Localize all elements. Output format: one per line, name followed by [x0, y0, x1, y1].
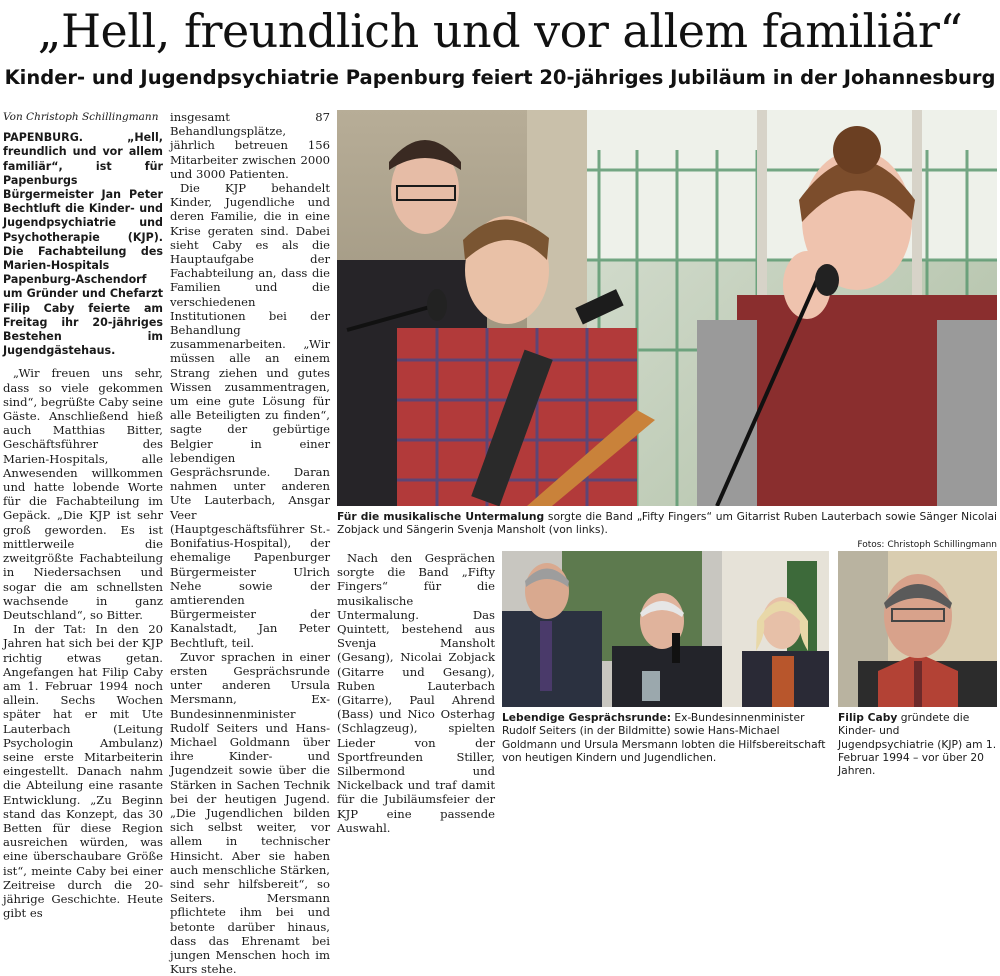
article-column-3: [337, 551, 495, 835]
byline: Von Christoph Schillingmann: [3, 111, 159, 123]
paragraph: Zuvor sprachen in einer ersten Gesprächsrunde unter anderen Ursula Mersmann, Ex-Bundesinnenminister Rudolf Seiters und Hans-Michael Goldmann über ihre Kinder- und Jugendzeit sowie über die Stärken in Sachen Technik bei der heutigen Jugend. „Die Jugendlichen bilden sich selbst weiter, vor allem in technischer Hinsicht. Aber sie haben auch menschliche Stärken, sind sehr hilfsbereit“, so Seiters. Mersmann pflichtete ihm bei und betonte darüber hinaus, dass das Ehrenamt bei jungen Menschen hoch im Kurs stehe.: [170, 649, 330, 976]
band-photo-image: [337, 110, 997, 506]
caption-text: Ex-Bundesinnenminister Rudolf Seiters (in der Bildmitte) sowie Hans-Michael Goldmann und Ursula Mersmann lobten die Hilfsbereitschaft von heutigen Kindern und Jugendlichen.: [502, 711, 826, 764]
subheadline: Kinder- und Jugendpsychiatrie Papenburg feiert 20-jähriges Jubiläum in der Johannesburg: [4, 66, 996, 89]
paragraph: In der Tat: In den 20 Jahren hat sich bei der KJP richtig etwas getan. Angefangen hat Filip Caby am 1. Februar 1994 noch allein. Sechs Wochen später hat er mit Ute Lauterbach (Leitung Psychologin Ambulanz) seine erste Mitarbeiterin eingestellt. Danach nahm die Abteilung eine rasante Entwicklung. „Zu Beginn stand das Konzept, das 30 Betten für diese Region ausreichen würden, was eine überschaubare Größe ist“, meinte Caby bei einer Zeitreise durch die 20-jährige Geschichte. Heute gibt es: [3, 622, 163, 921]
headline: „Hell, freundlich und vor allem familiär“: [37, 4, 963, 58]
main-photo-caption: [337, 510, 997, 537]
panel-discussion-image: [502, 551, 829, 707]
portrait-image: [838, 551, 997, 707]
panel-photo-caption: [502, 711, 829, 764]
band-photo: [337, 110, 997, 506]
paragraph: „Wir freuen uns sehr, dass so viele gekommen sind“, begrüßte Caby seine Gäste. Anschließend hieß auch Matthias Bitter, Geschäftsführer des Marien-Hospitals, alle Anwesenden willkommen und hatte lobende Worte für die Fachabteilung im Gepäck. „Die KJP ist sehr groß geworden. Es ist mittlerweile die zweitgrößte Fachabteilung in Niedersachsen und sogar die am schnellsten wachsende in ganz Deutschland“, so Bitter.: [3, 366, 163, 622]
caption-text: gründete die Kinder- und Jugendpsychiatrie (KJP) am 1. Februar 1994 – vor über 20 Jahren.: [838, 711, 997, 778]
paragraph: Nach den Gesprächen sorgte die Band „Fifty Fingers“ für die musikalische Untermalung. Das Quintett, bestehend aus Svenja Mansholt (Gesang), Nicolai Zobjack (Gitarre und Gesang), Ruben Lauterbach (Gitarre), Paul Ahrend (Bass) und Nico Osterhag (Schlagzeug), spielten Lieder von der Sportfreunden Stiller, Silbermond und Nickelback und traf damit für die Jubiläumsfeier der KJP eine passende Auswahl.: [337, 551, 495, 835]
panel-discussion-photo: [502, 551, 829, 707]
portrait-photo-caption: [838, 711, 997, 777]
photo-credit: Fotos: Christoph Schillingmann: [857, 540, 997, 550]
portrait-photo: [838, 551, 997, 707]
article-column-2: [170, 110, 330, 976]
caption-text: sorgte die Band „Fifty Fingers“ um Gitarrist Ruben Lauterbach sowie Sänger Nicolai Zobjack und Sängerin Svenja Mansholt (von links).: [337, 510, 997, 537]
caption-bold: Filip Caby: [838, 711, 898, 724]
lead-paragraph: PAPENBURG. „Hell, freundlich und vor allem familiär“, ist für Papenburgs Bürgermeister Jan Peter Bechtluft die Kinder- und Jugendpsychiatrie und Psychotherapie (KJP). Die Fachabteilung des Marien-Hospitals Papenburg-Aschendorf um Gründer und Chefarzt Filip Caby feierte am Freitag ihr 20-jähriges Bestehen im Jugendgästehaus.: [3, 131, 163, 358]
article-column-1: [3, 110, 163, 920]
caption-bold: Lebendige Gesprächsrunde:: [502, 711, 671, 724]
caption-bold: Für die musikalische Untermalung: [337, 510, 545, 523]
paragraph: insgesamt 87 Behandlungsplätze, jährlich betreuen 156 Mitarbeiter zwischen 2000 und 3000 Patienten.: [170, 110, 330, 181]
paragraph: Die KJP behandelt Kinder, Jugendliche und deren Familie, die in eine Krise geraten sind. Dabei sieht Caby es als die Hauptaufgabe der Fachabteilung an, dass die Familien und die verschiedenen Institutionen bei der Behandlung zusammenarbeiten. „Wir müssen alle an einem Strang ziehen und gutes Wissen zusammentragen, um eine gute Lösung für alle Beteiligten zu finden“, sagte der gebürtige Belgier in einer lebendigen Gesprächsrunde. Daran nahmen unter anderen Ute Lauterbach, Ansgar Veer (Hauptgeschäftsführer St.-Bonifatius-Hospital), der ehemalige Papenburger Bürgermeister Ulrich Nehe sowie der amtierenden Bürgermeister der Kanalstadt, Jan Peter Bechtluft, teil.: [170, 181, 330, 650]
